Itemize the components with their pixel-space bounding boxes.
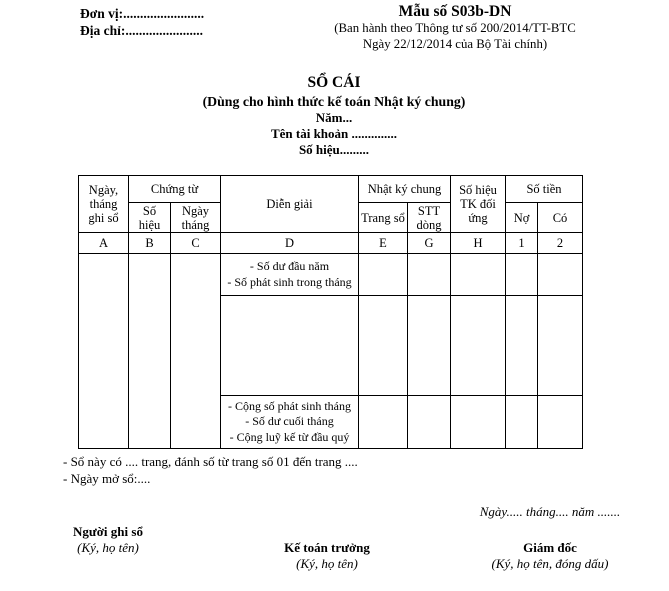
account-number-line: Số hiệu.........	[298, 142, 370, 157]
signer-note: (Ký, họ tên, đóng dấu)	[491, 556, 609, 571]
signer-note: (Ký, họ tên)	[77, 540, 139, 555]
header-ngay-thang: Ngày tháng	[171, 203, 221, 233]
table-cell-empty	[408, 296, 451, 396]
table-cell-empty	[359, 296, 408, 396]
org-address-line: Địa chỉ:.......................	[80, 23, 203, 38]
table-cell-empty	[359, 254, 408, 296]
note-pages: - Sổ này có .... trang, đánh số từ trang số 01 đến trang ....	[63, 454, 358, 469]
opening-line: - Số phát sinh trong tháng	[227, 274, 352, 289]
header-ngay-thang-ghi-so: Ngày, tháng ghi sổ	[79, 176, 129, 233]
header-nhat-ky-chung: Nhật ký chung	[359, 176, 451, 203]
signer-title: Kế toán trưởng	[284, 540, 370, 555]
letter-cell-c: C	[171, 233, 221, 254]
header-stt-dong: STT dòng	[408, 203, 451, 233]
table-cell-empty	[506, 254, 538, 296]
signature-date-line: Ngày..... tháng.... năm .......	[479, 504, 621, 519]
letter-cell-b: B	[129, 233, 171, 254]
note-open-date: - Ngày mở sổ:....	[63, 470, 151, 486]
header-so-tien: Số tiền	[506, 176, 583, 203]
closing-line: - Số dư cuối tháng	[245, 414, 334, 429]
year-line: Năm...	[315, 110, 353, 125]
form-code-block	[330, 2, 580, 52]
letter-cell-1: 1	[506, 233, 538, 254]
signer-note: (Ký, họ tên)	[296, 556, 358, 571]
table-cell-empty	[538, 296, 583, 396]
header-trang-so: Trang sổ	[359, 203, 408, 233]
footer-notes	[63, 454, 358, 487]
opening-balance-lines	[221, 254, 359, 296]
form-code: Mẫu số S03b-DN	[398, 3, 512, 20]
table-cell-empty	[506, 396, 538, 449]
title-block	[134, 73, 534, 158]
table-cell-empty	[451, 396, 506, 449]
table-cell-empty	[451, 296, 506, 396]
page-title: SỔ CÁI	[307, 74, 361, 91]
opening-line: - Số dư đầu năm	[249, 259, 330, 273]
org-unit-line: Đơn vị:........................	[80, 6, 205, 21]
body-col-date-empty	[79, 254, 129, 449]
account-name-line: Tên tài khoản ..............	[270, 126, 398, 141]
signature-block-giam-doc	[452, 540, 648, 572]
letter-cell-d: D	[221, 233, 359, 254]
closing-summary-lines	[221, 396, 359, 449]
signer-title: Người ghi sổ	[73, 524, 143, 539]
closing-line: - Cộng luỹ kế từ đầu quý	[229, 429, 350, 444]
letter-cell-2: 2	[538, 233, 583, 254]
signature-block-nguoi-ghi-so	[46, 524, 170, 556]
table-cell-empty	[451, 254, 506, 296]
table-cell-empty	[408, 396, 451, 449]
form-issued-line-2: Ngày 22/12/2014 của Bộ Tài chính)	[362, 36, 548, 51]
closing-line: - Cộng số phát sinh tháng	[228, 398, 351, 413]
letter-cell-g: G	[408, 233, 451, 254]
form-issued-line-1: (Ban hành theo Thông tư số 200/2014/TT-BTC	[334, 21, 576, 35]
org-block	[80, 5, 204, 39]
ledger-table	[78, 175, 583, 449]
header-co: Có	[538, 203, 583, 233]
letter-cell-e: E	[359, 233, 408, 254]
header-no: Nợ	[506, 203, 538, 233]
page-subtitle: (Dùng cho hình thức kế toán Nhật ký chung)	[202, 94, 466, 109]
header-so-hieu-tk-doi-ung: Số hiệu TK đối ứng	[451, 176, 506, 233]
table-cell-empty	[538, 396, 583, 449]
header-so-hieu: Số hiệu	[129, 203, 171, 233]
body-col-docno-empty	[129, 254, 171, 449]
table-cell-empty	[538, 254, 583, 296]
letter-cell-a: A	[79, 233, 129, 254]
table-cell-empty	[408, 254, 451, 296]
signer-title: Giám đốc	[523, 540, 577, 555]
table-cell-empty	[221, 296, 359, 396]
letter-cell-h: H	[451, 233, 506, 254]
header-dien-giai: Diễn giải	[221, 176, 359, 233]
signature-block-ke-toan-truong	[250, 540, 404, 572]
table-cell-empty	[506, 296, 538, 396]
body-col-docdate-empty	[171, 254, 221, 449]
header-chung-tu: Chứng từ	[129, 176, 221, 203]
table-cell-empty	[359, 396, 408, 449]
